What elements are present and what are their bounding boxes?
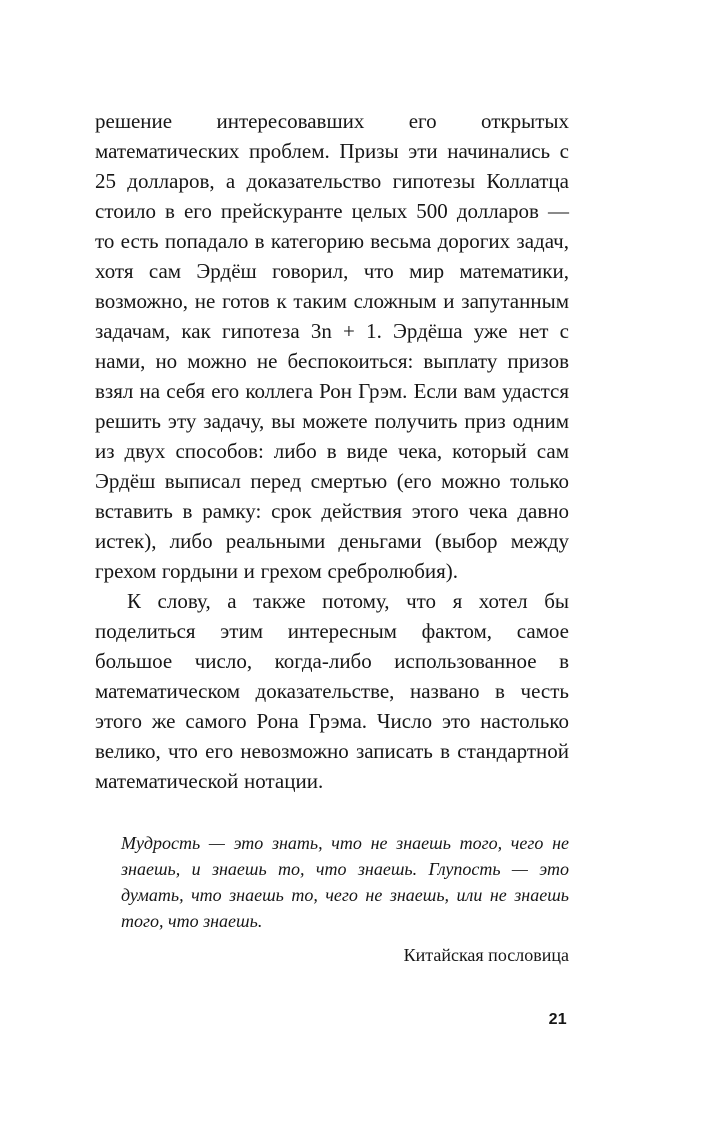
body-paragraph-1: решение интересовавших его открытых математических проблем. Призы эти начинались с 25 долларов, а доказательство гипотезы Коллатца стоило в его прейскуранте целых 500 долларов — то есть попадало в категорию весьма дорогих задач, хотя сам Эрдёш говорил, что мир математики, возможно, не готов к таким сложным и запутанным задачам, как гипотеза 3n + 1. Эрдёша уже нет с нами, но можно не беспокоиться: выплату призов взял на себя его коллега Рон Грэм. Если вам удастся решить эту задачу, вы можете получить приз одним из двух способов: либо в виде чека, который сам Эрдёш выписал перед смертью (его можно только вставить в рамку: срок действия этого чека давно истек), либо реальными деньгами (выбор между грехом гордыни и грехом сребролюбия). [95,109,569,583]
text-block [95,106,569,1029]
page-number: 21 [548,1011,567,1028]
epigraph-block [121,830,569,967]
epigraph-text: Мудрость — это знать, что не знаешь того, чего не знаешь, и знаешь то, что знаешь. Глупость — это думать, что знаешь то, чего не знаешь, или не знаешь того, что знаешь. [121,833,569,931]
body-paragraph-2: К слову, а также потому, что я хотел бы поделиться этим интересным фактом, самое большое число, когда-либо использованное в математическом доказательстве, названо в честь этого же самого Рона Грэма. Число это настолько велико, что его невозможно записать в стандартной математической нотации. [95,589,569,793]
epigraph-attribution: Китайская пословица [403,945,569,965]
